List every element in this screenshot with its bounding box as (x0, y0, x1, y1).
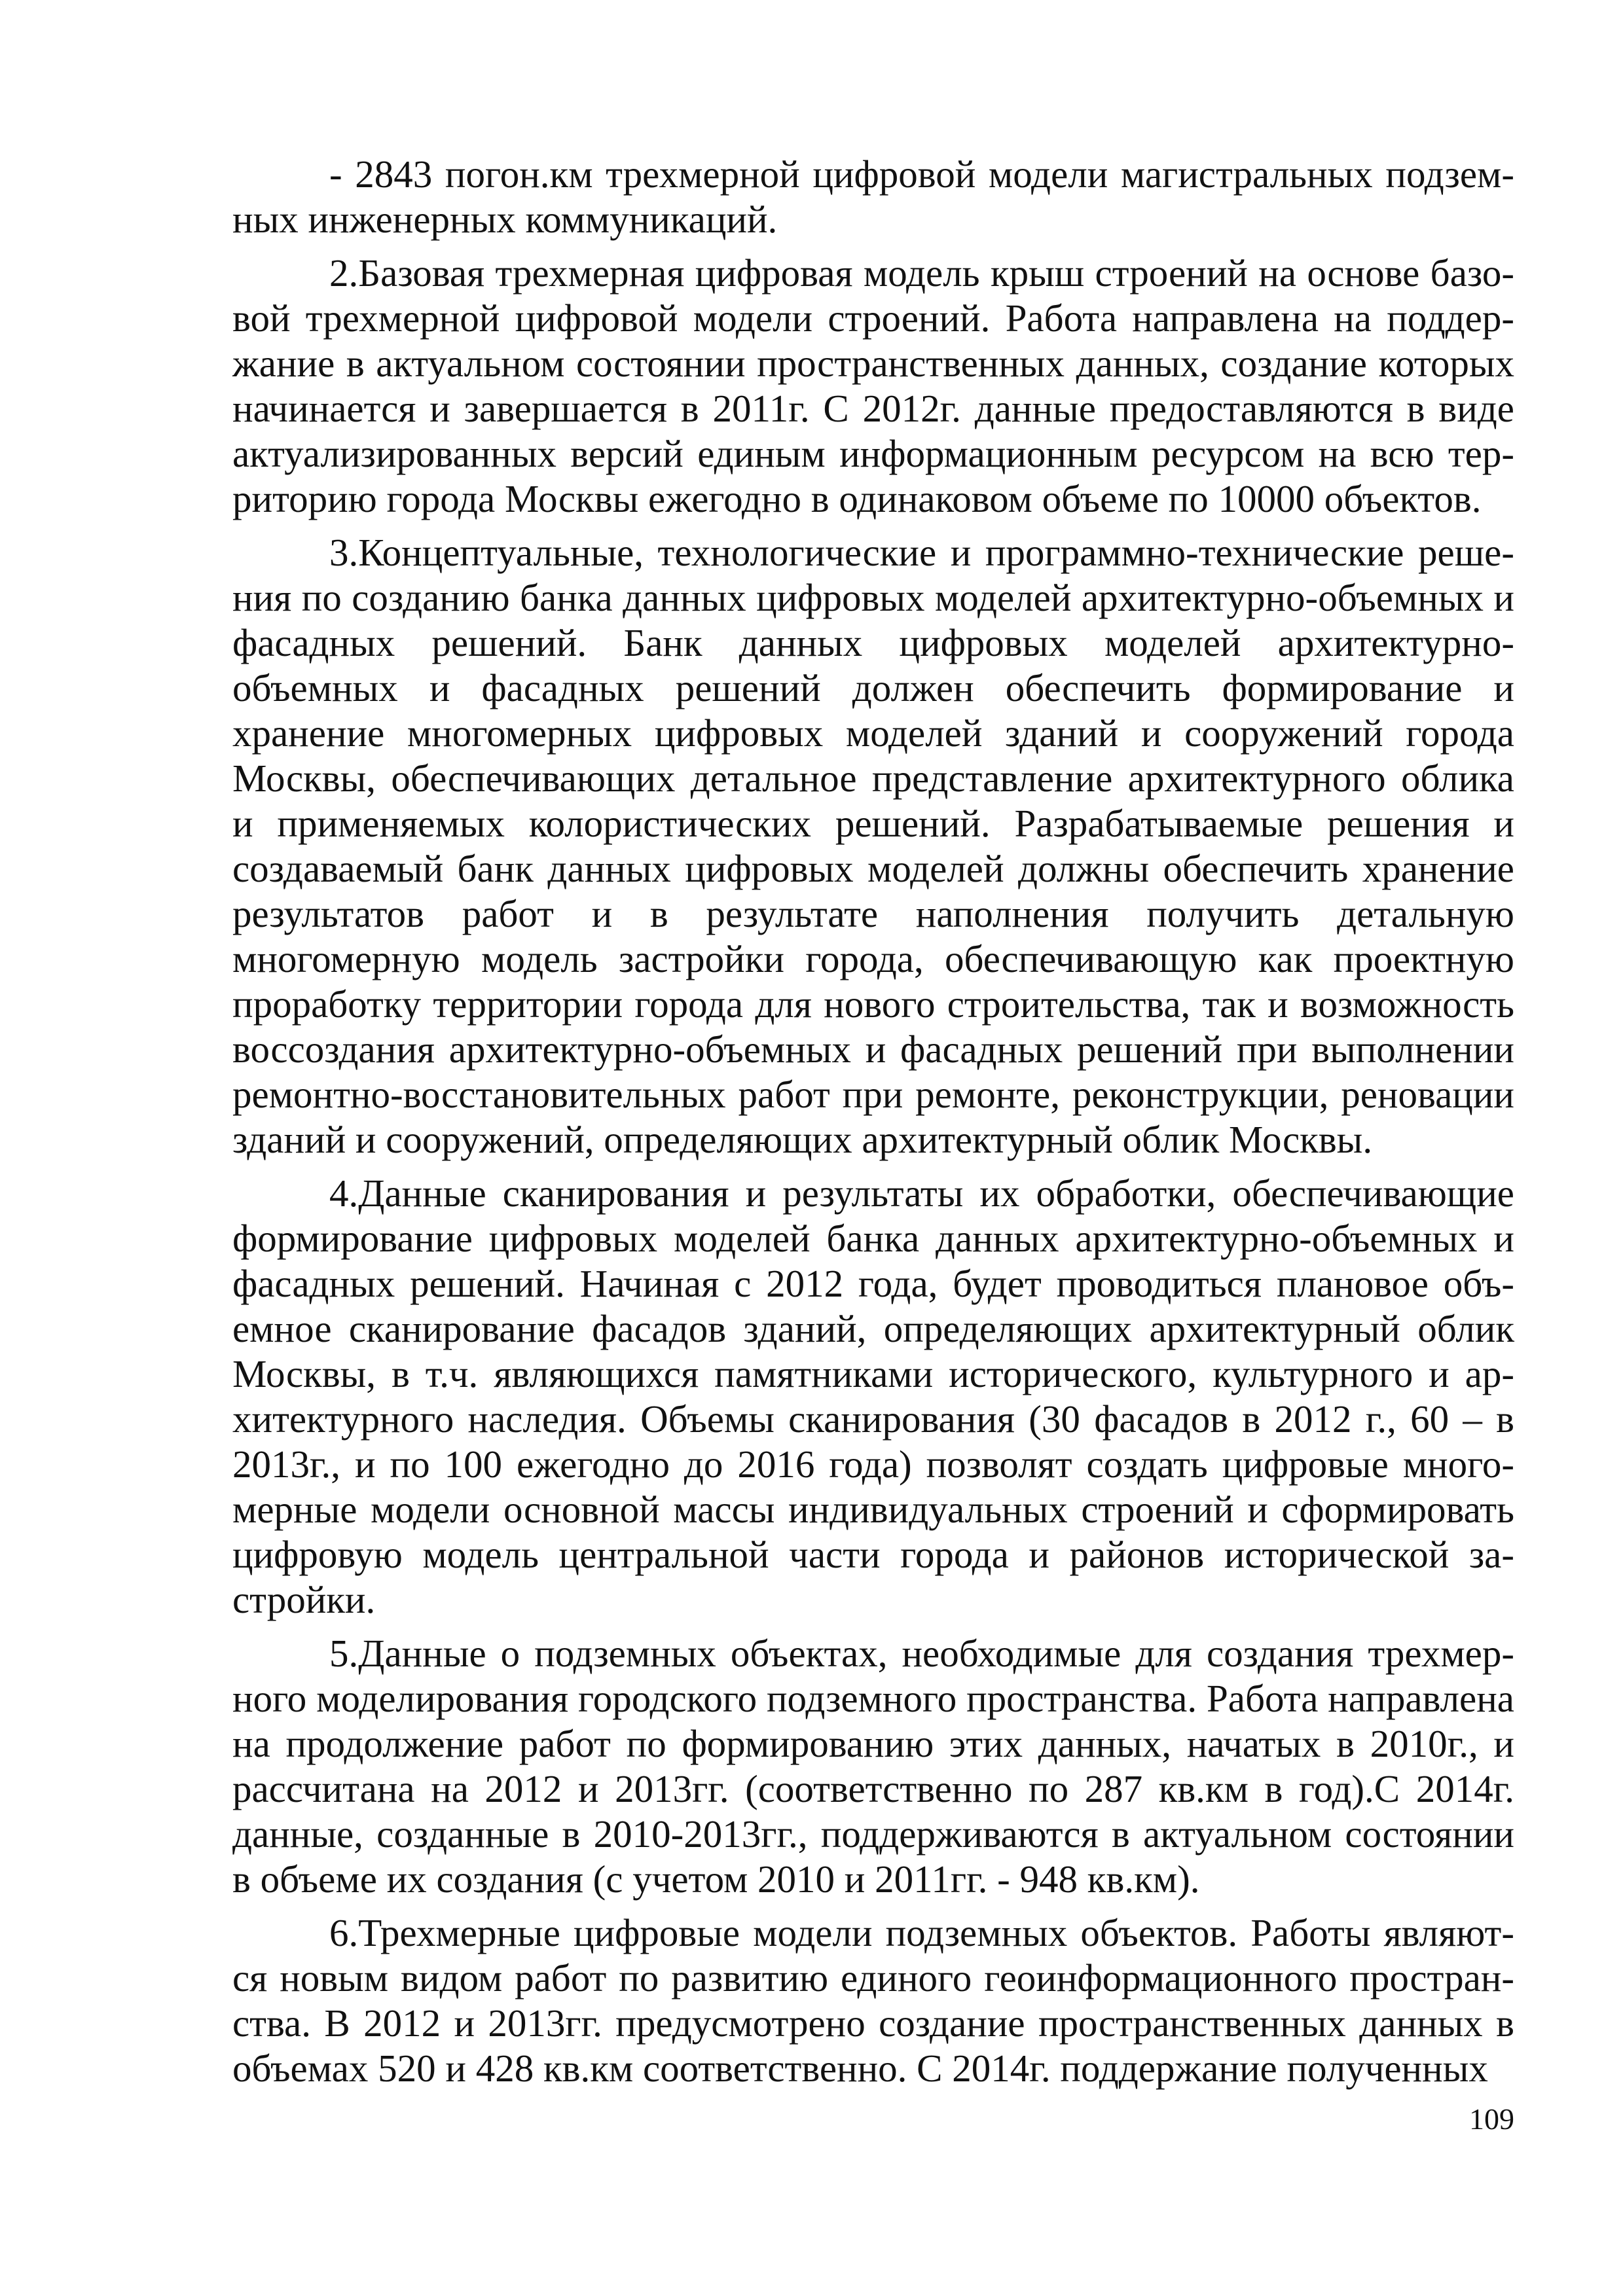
paragraph-architectural-databank: 3.Концептуальные, технологические и программно-технические решения по созданию банка данных цифровых моделей архитектурно-объемных и фасадных решений. Банк данных цифровых моделей архитектурно-объемных и фасадных решений должен обеспечить формирование и хранение многомерных цифровых моделей зданий и сооружений города Москвы, обеспечивающих детальное представление архитектурного облика и применяемых колористических решений. Разрабатываемые решения и создаваемый банк данных цифровых моделей должны обеспечить хранение результатов работ и в результате наполнения получить детальную многомерную модель застройки города, обеспечивающую как проектную проработку территории города для нового строительства, так и возможность воссоздания архитектурно-объемных и фасадных решений при выполнении ремонтно-восстановительных работ при ремонте, реконструкции, реновации зданий и сооружений, определяющих архитектурный облик Москвы. (232, 531, 1514, 1161)
paragraph-underground-objects-data: 5.Данные о подземных объектах, необходимые для создания трехмерного моделирования городского подземного пространства. Работа направлена на продолжение работ по формированию этих данных, начатых в 2010г., и рассчитана на 2012 и 2013гг. (соответственно по 287 кв.км в год).С 2014г. данные, созданные в 2010-2013гг., поддерживаются в актуальном состоянии в объеме их создания (с учетом 2010 и 2011гг. - 948 кв.км). (232, 1632, 1514, 1901)
document-body (232, 152, 1514, 2091)
page-number: 109 (1469, 2102, 1514, 2136)
paragraph-underground-3d-models: 6.Трехмерные цифровые модели подземных объектов. Работы являются новым видом работ по развитию единого геоинформационного пространства. В 2012 и 2013гг. предусмотрено создание пространственных данных в объемах 520 и 428 кв.км соответственно. С 2014г. поддержание полученных (232, 1911, 1514, 2090)
paragraph-underground-utilities: - 2843 погон.км трехмерной цифровой модели магистральных подземных инженерных коммуникаций. (232, 152, 1514, 241)
paragraph-roof-model: 2.Базовая трехмерная цифровая модель крыш строений на основе базовой трехмерной цифровой модели строений. Работа направлена на поддержание в актуальном состоянии пространственных данных, создание которых начинается и завершается в 2011г. С 2012г. данные предоставляются в виде актуализированных версий единым информационным ресурсом на всю территорию города Москвы ежегодно в одинаковом объеме по 10000 объектов. (232, 251, 1514, 520)
paragraph-scanning-data: 4.Данные сканирования и результаты их обработки, обеспечивающие формирование цифровых моделей банка данных архитектурно-объемных и фасадных решений. Начиная с 2012 года, будет проводиться плановое объемное сканирование фасадов зданий, определяющих архитектурный облик Москвы, в т.ч. являющихся памятниками исторического, культурного и архитектурного наследия. Объемы сканирования (30 фасадов в 2012 г., 60 – в 2013г., и по 100 ежегодно до 2016 года) позволят создать цифровые многомерные модели основной массы индивидуальных строений и сформировать цифровую модель центральной части города и районов исторической застройки. (232, 1172, 1514, 1621)
